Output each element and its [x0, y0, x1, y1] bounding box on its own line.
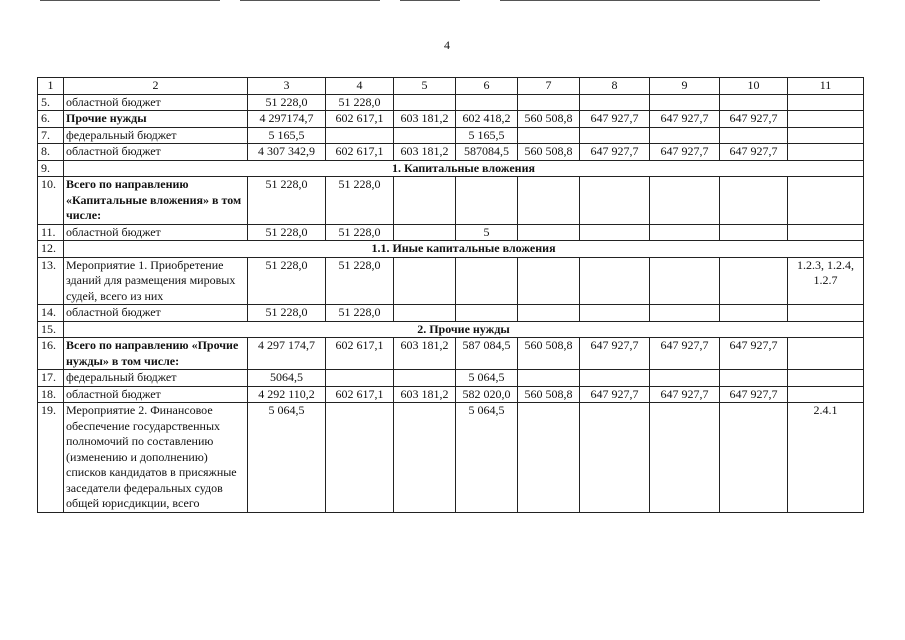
- value-cell: 51 228,0: [248, 94, 326, 111]
- value-cell: [326, 370, 394, 387]
- value-cell: 51 228,0: [326, 257, 394, 305]
- value-cell: [650, 224, 720, 241]
- value-cell: [580, 177, 650, 225]
- value-cell: [720, 177, 788, 225]
- value-cell: 51 228,0: [248, 305, 326, 322]
- row-number: 8.: [38, 144, 64, 161]
- column-header: 8: [580, 78, 650, 95]
- row-label: областной бюджет: [64, 94, 248, 111]
- value-cell: [580, 94, 650, 111]
- value-cell: 647 927,7: [720, 338, 788, 370]
- value-cell: [720, 224, 788, 241]
- section-title: 2. Прочие нужды: [64, 321, 864, 338]
- column-header: 4: [326, 78, 394, 95]
- row-label: областной бюджет: [64, 305, 248, 322]
- value-cell: [650, 305, 720, 322]
- table-row: [38, 305, 864, 322]
- value-cell: [720, 127, 788, 144]
- table-row: [38, 224, 864, 241]
- top-rule-right: [400, 0, 460, 1]
- value-cell: [456, 257, 518, 305]
- row-number: 12.: [38, 241, 64, 258]
- row-label: Всего по направлению «Прочие нужды» в том числе:: [64, 338, 248, 370]
- value-cell: [788, 338, 864, 370]
- column-header: 9: [650, 78, 720, 95]
- table-row: [38, 111, 864, 128]
- value-cell: 602 418,2: [456, 111, 518, 128]
- value-cell: [456, 177, 518, 225]
- value-cell: 647 927,7: [580, 111, 650, 128]
- row-label: Всего по направлению «Капитальные вложения» в том числе:: [64, 177, 248, 225]
- table-row: [38, 127, 864, 144]
- value-cell: [518, 224, 580, 241]
- value-cell: [650, 257, 720, 305]
- value-cell: [650, 370, 720, 387]
- value-cell: 602 617,1: [326, 111, 394, 128]
- value-cell: [720, 257, 788, 305]
- value-cell: 4 292 110,2: [248, 386, 326, 403]
- row-number: 18.: [38, 386, 64, 403]
- value-cell: [326, 127, 394, 144]
- value-cell: 51 228,0: [326, 177, 394, 225]
- row-number: 9.: [38, 160, 64, 177]
- row-number: 19.: [38, 403, 64, 513]
- value-cell: 602 617,1: [326, 386, 394, 403]
- value-cell: [394, 403, 456, 513]
- section-title: 1.1. Иные капитальные вложения: [64, 241, 864, 258]
- value-cell: [580, 257, 650, 305]
- value-cell: [394, 127, 456, 144]
- value-cell: 560 508,8: [518, 386, 580, 403]
- column-header: 1: [38, 78, 64, 95]
- value-cell: [518, 94, 580, 111]
- value-cell: [394, 370, 456, 387]
- column-header: 7: [518, 78, 580, 95]
- row-label: Прочие нужды: [64, 111, 248, 128]
- section-row: [38, 160, 864, 177]
- value-cell: [788, 177, 864, 225]
- value-cell: [518, 177, 580, 225]
- value-cell: 647 927,7: [720, 144, 788, 161]
- value-cell: 587 084,5: [456, 338, 518, 370]
- value-cell: 602 617,1: [326, 144, 394, 161]
- table-row: [38, 94, 864, 111]
- value-cell: [580, 127, 650, 144]
- table-row: [38, 257, 864, 305]
- value-cell: [394, 224, 456, 241]
- column-header: 11: [788, 78, 864, 95]
- value-cell: [720, 94, 788, 111]
- value-cell: 587084,5: [456, 144, 518, 161]
- row-number: 6.: [38, 111, 64, 128]
- top-rule-far: [500, 0, 820, 1]
- row-label: областной бюджет: [64, 144, 248, 161]
- value-cell: 4 297174,7: [248, 111, 326, 128]
- value-cell: 647 927,7: [580, 386, 650, 403]
- value-cell: 51 228,0: [248, 224, 326, 241]
- value-cell: 647 927,7: [580, 338, 650, 370]
- value-cell: [788, 386, 864, 403]
- value-cell: [518, 370, 580, 387]
- top-rule-left: [40, 0, 220, 1]
- table-row: [38, 386, 864, 403]
- row-label: областной бюджет: [64, 224, 248, 241]
- value-cell: [788, 305, 864, 322]
- value-cell: 1.2.3, 1.2.4, 1.2.7: [788, 257, 864, 305]
- column-header: 6: [456, 78, 518, 95]
- row-number: 17.: [38, 370, 64, 387]
- value-cell: 5 064,5: [456, 370, 518, 387]
- value-cell: 5 064,5: [248, 403, 326, 513]
- section-row: [38, 241, 864, 258]
- value-cell: 4 307 342,9: [248, 144, 326, 161]
- value-cell: 603 181,2: [394, 338, 456, 370]
- value-cell: [326, 403, 394, 513]
- value-cell: [788, 144, 864, 161]
- value-cell: [580, 403, 650, 513]
- value-cell: 647 927,7: [720, 386, 788, 403]
- value-cell: [788, 370, 864, 387]
- value-cell: 603 181,2: [394, 111, 456, 128]
- value-cell: [788, 111, 864, 128]
- value-cell: 4 297 174,7: [248, 338, 326, 370]
- value-cell: [456, 94, 518, 111]
- section-row: [38, 321, 864, 338]
- table-row: [38, 370, 864, 387]
- column-header: 10: [720, 78, 788, 95]
- value-cell: [394, 94, 456, 111]
- value-cell: 5 165,5: [248, 127, 326, 144]
- value-cell: 647 927,7: [580, 144, 650, 161]
- row-label: Мероприятие 1. Приобретение зданий для размещения мировых судей, всего из них: [64, 257, 248, 305]
- row-label: федеральный бюджет: [64, 127, 248, 144]
- row-number: 14.: [38, 305, 64, 322]
- value-cell: 603 181,2: [394, 144, 456, 161]
- value-cell: [650, 177, 720, 225]
- value-cell: 647 927,7: [650, 386, 720, 403]
- value-cell: [456, 305, 518, 322]
- row-number: 10.: [38, 177, 64, 225]
- value-cell: [518, 403, 580, 513]
- row-label: Мероприятие 2. Финансовое обеспечение государственных полномочий по составлению (изменению и дополнению) списков кандидатов в присяжные заседатели федеральных судов общей юрисдикции, всего: [64, 403, 248, 513]
- row-number: 7.: [38, 127, 64, 144]
- value-cell: 602 617,1: [326, 338, 394, 370]
- value-cell: [394, 305, 456, 322]
- value-cell: 647 927,7: [650, 144, 720, 161]
- value-cell: 647 927,7: [650, 338, 720, 370]
- value-cell: 647 927,7: [720, 111, 788, 128]
- table-row: [38, 144, 864, 161]
- value-cell: [518, 305, 580, 322]
- section-title: 1. Капитальные вложения: [64, 160, 864, 177]
- value-cell: [580, 370, 650, 387]
- row-number: 16.: [38, 338, 64, 370]
- value-cell: 5064,5: [248, 370, 326, 387]
- value-cell: [394, 177, 456, 225]
- row-label: областной бюджет: [64, 386, 248, 403]
- value-cell: 582 020,0: [456, 386, 518, 403]
- table-row: [38, 338, 864, 370]
- value-cell: [788, 127, 864, 144]
- row-number: 11.: [38, 224, 64, 241]
- table-row: [38, 403, 864, 513]
- table-header-row: [38, 78, 864, 95]
- value-cell: 560 508,8: [518, 111, 580, 128]
- value-cell: 603 181,2: [394, 386, 456, 403]
- value-cell: 51 228,0: [326, 305, 394, 322]
- row-label: федеральный бюджет: [64, 370, 248, 387]
- value-cell: [650, 94, 720, 111]
- page-number: 4: [444, 38, 450, 52]
- value-cell: [650, 403, 720, 513]
- value-cell: 5 165,5: [456, 127, 518, 144]
- value-cell: [720, 305, 788, 322]
- value-cell: [518, 127, 580, 144]
- value-cell: [650, 127, 720, 144]
- value-cell: [580, 224, 650, 241]
- value-cell: 560 508,8: [518, 144, 580, 161]
- value-cell: [788, 94, 864, 111]
- value-cell: 647 927,7: [650, 111, 720, 128]
- value-cell: [518, 257, 580, 305]
- value-cell: 51 228,0: [326, 94, 394, 111]
- budget-table: [37, 77, 864, 513]
- value-cell: [580, 305, 650, 322]
- column-header: 5: [394, 78, 456, 95]
- value-cell: 51 228,0: [248, 177, 326, 225]
- table-row: [38, 177, 864, 225]
- top-rule-middle: [240, 0, 380, 1]
- row-number: 5.: [38, 94, 64, 111]
- value-cell: [720, 403, 788, 513]
- value-cell: [394, 257, 456, 305]
- value-cell: 51 228,0: [326, 224, 394, 241]
- column-header: 3: [248, 78, 326, 95]
- value-cell: 2.4.1: [788, 403, 864, 513]
- value-cell: 5 064,5: [456, 403, 518, 513]
- row-number: 13.: [38, 257, 64, 305]
- value-cell: [788, 224, 864, 241]
- column-header: 2: [64, 78, 248, 95]
- value-cell: 560 508,8: [518, 338, 580, 370]
- value-cell: 5: [456, 224, 518, 241]
- value-cell: [720, 370, 788, 387]
- value-cell: 51 228,0: [248, 257, 326, 305]
- row-number: 15.: [38, 321, 64, 338]
